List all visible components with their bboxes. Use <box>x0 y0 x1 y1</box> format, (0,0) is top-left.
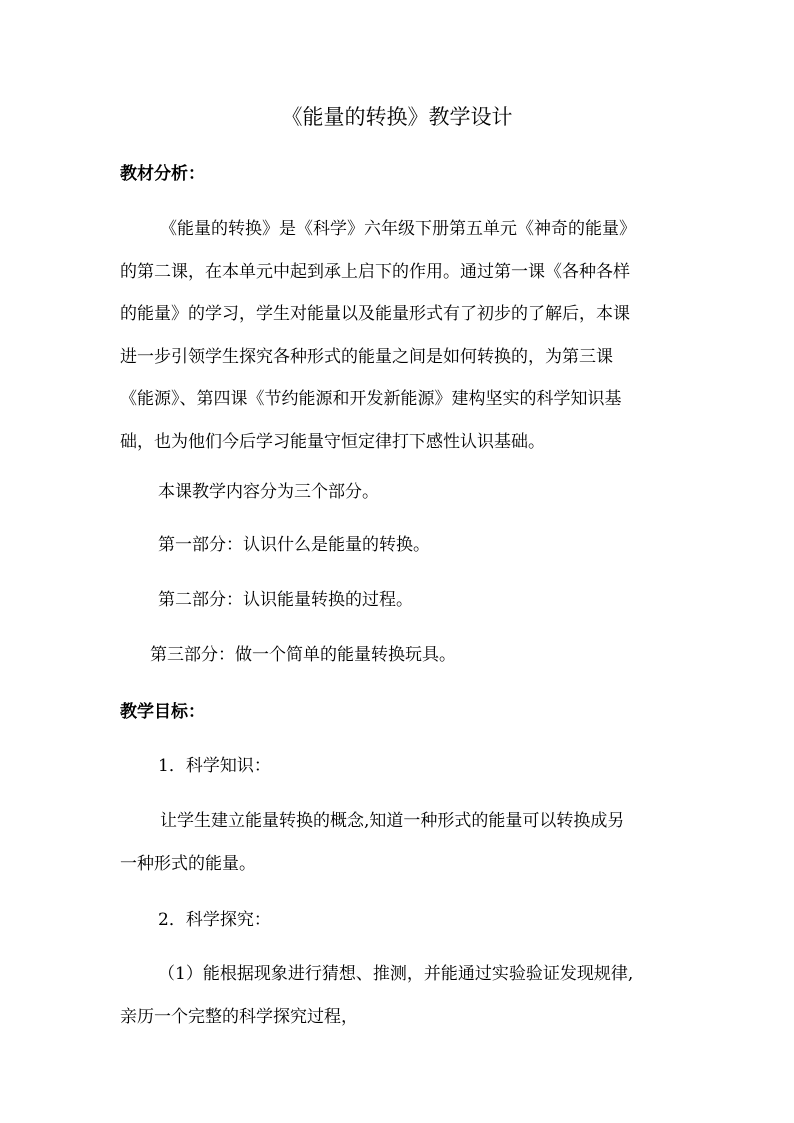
goal-knowledge-heading: 1．科学知识： <box>158 756 271 776</box>
paragraph-line: 亲历一个完整的科学探究过程， <box>120 1006 358 1027</box>
heading-material-analysis: 教材分析： <box>120 164 205 184</box>
content-summary: 本课教学内容分为三个部分。 <box>158 482 379 502</box>
paragraph-line: （1）能根据现象进行猜想、推测，并能通过实验验证发现规律, <box>158 964 634 984</box>
paragraph-inquiry <box>120 953 690 1038</box>
part-one: 第一部分：认识什么是能量的转换。 <box>158 535 430 555</box>
paragraph-line: 进一步引领学生探究各种形式的能量之间是如何转换的，为第三课 <box>120 346 613 367</box>
part-three: 第三部分：做一个简单的能量转换玩具。 <box>150 645 456 665</box>
paragraph-line: 《能量的转换》是《科学》六年级下册第五单元《神奇的能量》 <box>160 219 636 239</box>
paragraph-line: 一种形式的能量。 <box>120 853 256 874</box>
document-title: 《能量的转换》教学设计 <box>281 105 513 129</box>
paragraph-material-intro <box>120 208 690 463</box>
paragraph-line: 的第二课，在本单元中起到承上启下的作用。通过第一课《各种各样 <box>120 261 630 282</box>
paragraph-line: 让学生建立能量转换的概念,知道一种形式的能量可以转换成另 <box>160 811 625 831</box>
paragraph-line: 础，也为他们今后学习能量守恒定律打下感性认识基础。 <box>120 431 545 452</box>
goal-inquiry-heading: 2．科学探究： <box>158 910 271 930</box>
heading-teaching-goals: 教学目标： <box>120 702 205 722</box>
paragraph-line: 的能量》的学习，学生对能量以及能量形式有了初步的了解后，本课 <box>120 304 630 324</box>
part-two: 第二部分：认识能量转换的过程。 <box>158 590 413 610</box>
paragraph-knowledge <box>120 800 690 885</box>
paragraph-line: 《能源》、第四课《节约能源和开发新能源》建构坚实的科学知识基 <box>120 389 622 409</box>
